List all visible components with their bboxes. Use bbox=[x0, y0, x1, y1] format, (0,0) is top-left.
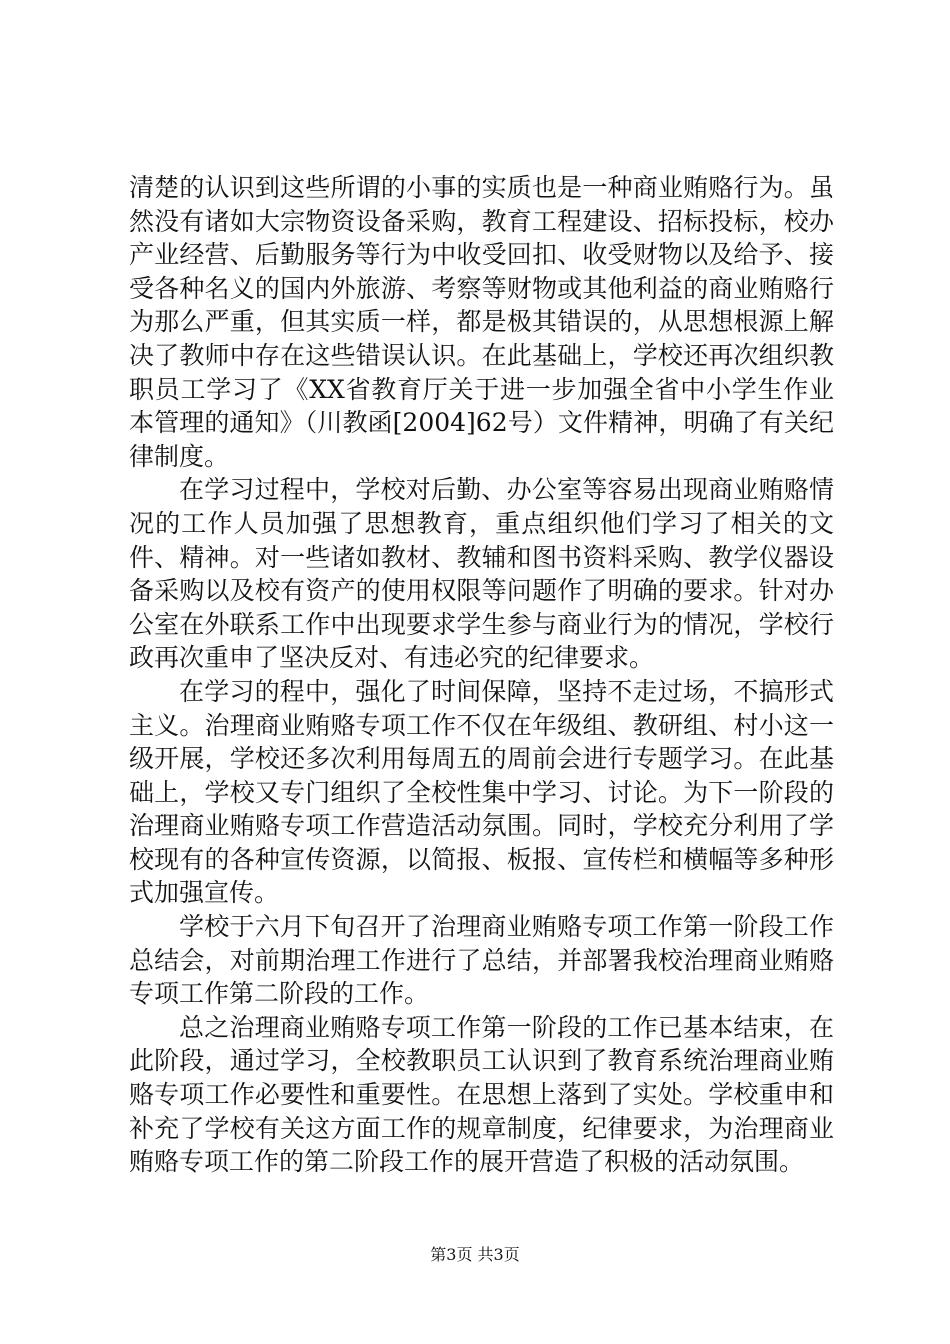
paragraph-4: 学校于六月下旬召开了治理商业贿赂专项工作第一阶段工作总结会，对前期治理工作进行了总结，并部署我校治理商业贿赂专项工作第二阶段的工作。 bbox=[129, 912, 834, 1009]
document-body bbox=[129, 171, 834, 1179]
paragraph-1: 清楚的认识到这些所谓的小事的实质也是一种商业贿赂行为。虽然没有诸如大宗物资设备采购，教育工程建设、招标投标，校办产业经营、后勤服务等行为中收受回扣、收受财物以及给予、接受各种名义的国内外旅游、考察等财物或其他利益的商业贿赂行为那么严重，但其实质一样，都是极其错误的，从思想根源上解决了教师中存在这些错误认识。在此基础上，学校还再次组织教职员工学习了《XX省教育厅关于进一步加强全省中小学生作业本管理的通知》（川教函[2004]62号）文件精神，明确了有关纪律制度。 bbox=[129, 173, 834, 471]
paragraph-2: 在学习过程中，学校对后勤、办公室等容易出现商业贿赂情况的工作人员加强了思想教育，重点组织他们学习了相关的文件、精神。对一些诸如教材、教辅和图书资料采购、教学仪器设备采购以及校有资产的使用权限等问题作了明确的要求。针对办公室在外联系工作中出现要求学生参与商业行为的情况，学校行政再次重申了坚决反对、有违必究的纪律要求。 bbox=[129, 475, 834, 673]
page-footer: 第3页 共3页 bbox=[430, 1245, 520, 1264]
paragraph-5: 总之治理商业贿赂专项工作第一阶段的工作已基本结束，在此阶段，通过学习，全校教职员工认识到了教育系统治理商业贿赂专项工作必要性和重要性。在思想上落到了实处。学校重申和补充了学校有关这方面工作的规章制度，纪律要求，为治理商业贿赂专项工作的第二阶段工作的展开营造了积极的活动氛围。 bbox=[129, 1012, 834, 1177]
paragraph-3: 在学习的程中，强化了时间保障，坚持不走过场，不搞形式主义。治理商业贿赂专项工作不仅在年级组、教研组、村小这一级开展，学校还多次利用每周五的周前会进行专题学习。在此基础上，学校又专门组织了全校性集中学习、讨论。为下一阶段的治理商业贿赂专项工作营造活动氛围。同时，学校充分利用了学校现有的各种宣传资源，以简报、板报、宣传栏和横幅等多种形式加强宣传。 bbox=[129, 676, 834, 908]
